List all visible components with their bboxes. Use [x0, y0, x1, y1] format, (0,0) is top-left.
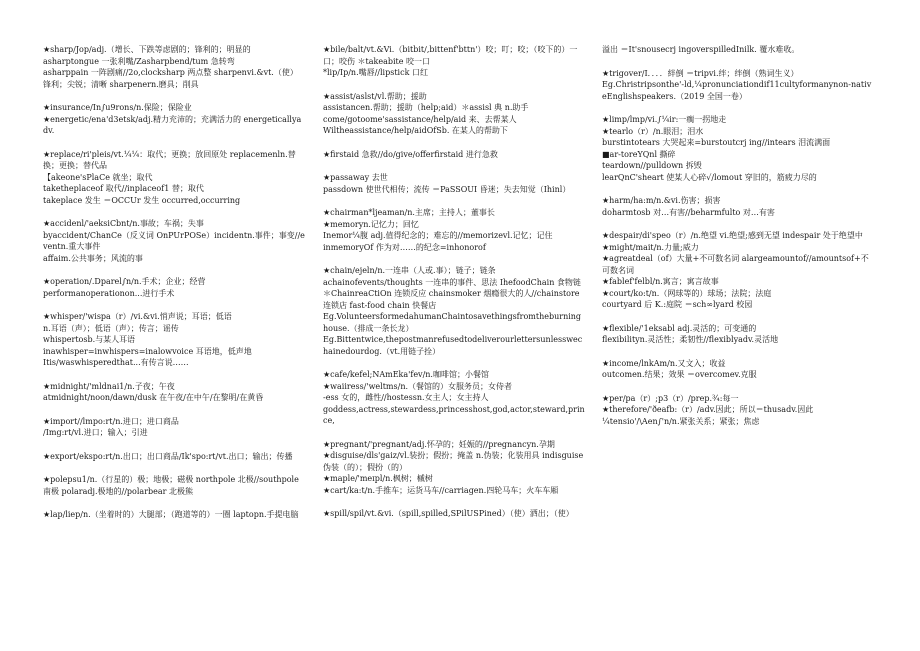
vocab-entry-line: ■ar-toreYQnl 撕碎 [602, 149, 676, 159]
vocab-entry-line: assistancen.帮助；援助（help;aid）＊assisl 典 n.助手 [323, 103, 529, 112]
vocab-entry-line: Eg.Christripsonthe'-ld,¼pronunciationdif11cultyformanynon-nativeEnglishspeakers.（2019 全国一卷） [602, 80, 872, 101]
vocab-entry [43, 474, 305, 497]
vocab-entry-line: ¼tensio'∕\Aen∫'n/n.紧张关系；紧张；焦虑 [602, 416, 760, 426]
vocab-entry-line: courtyard 后 K.:庭院 ＝sch∞lyard 校园 [602, 300, 753, 309]
vocab-entry-line: whispertosb.与某人耳语 [43, 335, 136, 344]
vocab-entry-line: flexibilityn.灵活性；柔韧性//flexiblyadv.灵活地 [602, 335, 779, 344]
vocab-entry [323, 439, 585, 497]
vocab-entry-line: Eg.Bittentwice,thepostmanrefusedtodeliverourlettersunlesswechainedourdog.（vt.用链子拴） [323, 335, 583, 356]
vocab-entry [43, 44, 305, 90]
vocab-entry-line: ★passaway 去世 [323, 173, 388, 182]
vocab-entry-line: learQnC'sheart 使某人心碎√/lomout 穿旧的，筋疲力尽的 [602, 172, 817, 182]
vocab-entry-line: /Img:rt/vl.进口；输入；引进 [43, 428, 148, 437]
vocab-entry [323, 172, 585, 195]
vocab-entry-line: n.耳语（声）；低语（声）；传言；谣传 [43, 323, 179, 333]
vocab-entry [43, 276, 305, 299]
vocab-entry-line: ★maple/'meɪpl/n.枫树；槭树 [323, 474, 433, 483]
vocab-entry-line: ★midnight/'mldnai1/n.子夜；午夜 [43, 381, 175, 391]
vocab-entry [43, 416, 305, 439]
vocab-entry-line: takeplace 发生 ＝OCCUr 发生 occurred,occurring [43, 195, 241, 205]
vocab-entry-line: ★cafe/kefel;NAmEka'fev/n.咖啡馆；小餐馆 [323, 370, 489, 379]
vocab-entry-line: ★bile∕balt/vt.&Vi.（bitbit∕,bittenf'bttn'）咬；叮；咬；（咬下的）一口；咬伤 ＊takeabite 咬一口 [323, 45, 578, 66]
vocab-entry-line: outcomen.结果；效果 ＝overcomev.克服 [602, 370, 757, 379]
vocab-entry-line: ★polepsu1/n.（行星的）极；地极；磁极 northpole 北极//southpole 南极 polaradj.极地的//polarbear 北极熊 [43, 475, 299, 496]
vocab-entry [323, 91, 585, 137]
vocab-entry-line: burstintotears 大哭起来=burstoutcrj ing//intears 泪流满面 [602, 138, 831, 147]
vocab-entry-line: ★court/ko:t/n.（网球等的）球场；法院；法庭 [602, 288, 772, 298]
vocab-entry-line: ★waiiress∕'weltms/n.（餐馆的）女服务员；女侍者 [323, 381, 513, 391]
vocab-entry-line: ★chairman*ljeaman/n.主席；主持人；董事长 [323, 208, 495, 217]
vocab-entry-line: passdown 使世代相传；流传 ＝PaSSOUI 昏迷；失去知觉（Ihinl） [323, 184, 571, 194]
vocab-entry-line: 【akeone'sPlaCe 就坐；取代 [43, 172, 153, 182]
vocab-entry [323, 207, 585, 253]
vocab-entry [323, 369, 585, 427]
vocab-entry-line: asharptongue 一张利嘴/Zasharpbend/tum 急转弯 [43, 56, 235, 66]
vocab-entry-line: ★agreatdeal（of）大量+不可数名词 alargeamountof//amountsof+不可数名词 [602, 254, 869, 275]
vocab-entry [323, 508, 585, 520]
vocab-entry-line: ★chain/ejeln/n.一连串（人或.事）；链子；链条 [323, 266, 496, 275]
vocab-entry [602, 230, 872, 311]
notes-column-right [602, 44, 872, 439]
vocab-entry-line: *lip∕Ip/n.嘴唇//lipstick 口红 [323, 68, 428, 77]
notes-column-middle [323, 44, 585, 532]
vocab-entry-line: ★therefore/'ðeafb:（r）/adv.因此；所以＝thusadv.因此 [602, 405, 814, 414]
vocab-entry-line: ★per/pa（r）;p3（r）/prep.¾:每一 [602, 393, 739, 403]
vocab-entry [43, 102, 305, 137]
vocab-entry-line: byaccident/ChanCe（反义词 OnPUrPOSe）incidentn.事件；事变//eventn.重大事件 [43, 230, 305, 251]
vocab-entry-line: ★income/lnkAm/n.又文入；收益 [602, 358, 726, 368]
vocab-entry [602, 44, 872, 56]
vocab-entry [43, 149, 305, 207]
vocab-entry-line: performanoperationon...进行手术 [43, 288, 175, 298]
vocab-entry [43, 509, 305, 521]
vocab-entry [43, 218, 305, 264]
vocab-entry-line: ★spill/spil/vt.&vi.（spill,spilled,SPilUSPined）（使）洒出；（使） [323, 509, 574, 518]
vocab-entry-line: ★accidenl∕'aeksiCbnt/n.事故；车祸；失事 [43, 219, 204, 228]
vocab-entry-line: affaim.公共事务；风流的事 [43, 253, 143, 263]
vocab-entry [43, 451, 305, 463]
vocab-entry-line: ★pregnant/'pregnant/adj.怀孕的；妊娠的//pregnancyn.孕期 [323, 439, 555, 449]
vocab-entry-line: ★operation/.Dparel∫n∕n.手术；企业；经营 [43, 277, 206, 286]
vocab-entry [602, 114, 872, 183]
vocab-entry-line: ★might/mait/n.力量;威力 [602, 242, 699, 252]
vocab-entry-line: teardown//pulldown 拆毁 [602, 161, 702, 170]
vocab-entry-line: ★harm/ha:m/n.&vi.伤害；损害 [602, 196, 721, 205]
vocab-entry [323, 149, 585, 161]
vocab-entry-line: 溢出 ＝It'snousecrj ingoverspilledInilk. 覆水难收。 [602, 45, 800, 54]
vocab-entry-line: ★trigover/I．．．．絆倒 ＝tripvi.绊；绊倒（熟词生义） [602, 68, 799, 78]
vocab-entry [43, 381, 305, 404]
vocab-entry-line: ★replace/ri'pleis/vt.¼¼：取代；更换；放回原处 replacemenln.替换；更换；替代品 [43, 149, 296, 170]
vocab-entry-line: achainofevents/thoughts 一连串的事件、思法 IhefoodChain 食物链＊ChainreaCtiOn 连锁反应 chainsmoker 烟瘾很大的人//chainstore 连锁店 fast-food chain 快餐店 [323, 277, 581, 310]
vocab-entry-line: taketheplaceof 取代//inplaceof1 替；取代 [43, 184, 204, 193]
vocab-entry [602, 393, 872, 428]
vocab-entry-line: goddess,actress,stewardess,princesshost,god,actor,steward,prince, [323, 404, 585, 425]
vocab-entry-line: ★flexible/'1eksabl adj.灵活的；可变通的 [602, 323, 757, 333]
vocab-entry-line: Wiltheassistance/help/aidOfSb. 在某人的帮助下 [323, 126, 508, 135]
vocab-entry-line: ★import∕∕lmpo:rt/n.进口；进口商品 [43, 416, 179, 426]
vocab-entry [323, 265, 585, 357]
vocab-entry-line: ★sharp∕Jop/adj.（增长、下跌等虑剧的；锋利的；明显的 [43, 45, 251, 54]
vocab-entry-line: ★limp∕lmp∕vi.∫¼ir:一瘸一拐地走 [602, 115, 727, 124]
vocab-entry-line: ★despair/di'speo（r）/n.绝望 vi.绝望;感到无望 indespair 处于绝望中 [602, 231, 863, 240]
vocab-entry-line: asharppain 一阵剧痛//2o,clocksharp 两点整 sharpenvi.&vt.（使）锋利；尖锐；清晰 sharpenern.磨具；削具 [43, 68, 298, 89]
vocab-entry-line: ★tearlo（r）/n.眼泪；泪水 [602, 126, 704, 136]
vocab-entry [602, 195, 872, 218]
vocab-entry-line: ★lap/liep/n.（坐着时的）大腿部；（跑道等的）一圈 laptopn.手提电脑 [43, 510, 299, 519]
vocab-entry-line: ★disguise∕dls'gaiz/vl.装扮；假扮；掩盖 n.伪装；化装用具 indisguise 伪装（的）；假扮（的） [323, 451, 584, 472]
vocab-entry-line: inmemoryOf 作为对……的纪念=inhonorof [323, 242, 486, 252]
vocab-entry-line: ★export/ekspo:rt/n.出口；出口商品/Ik'spo:rt/vt.出口；输出；传播 [43, 451, 293, 461]
vocab-entry-line: atmidnight/noon/dawn/dusk 在午夜/在中午/在黎明/在黄昏 [43, 393, 264, 402]
vocab-entry-line: ★fablef'felbl/n.寓言；寓言故事 [602, 277, 719, 286]
vocab-entry [602, 323, 872, 346]
vocab-entry-line: ★energetic/ena'd3etsk/adj.精力充沛的；充满活力的 energeticallyadv. [43, 114, 302, 135]
vocab-entry-line: doharmtosb 对…有害//beharmfulto 对…有害 [602, 207, 775, 217]
vocab-entry-line: ★firstaid 急救//do/give/offerfirstaid 进行急救 [323, 149, 498, 159]
vocab-entry-line: inawhisper=inwhispers=inalowvoice 耳语地，低声地 [43, 346, 252, 356]
vocab-entry [602, 358, 872, 381]
vocab-entry-line: ★assist∕aslst/vl.帮助；援助 [323, 91, 427, 101]
vocab-entry [43, 311, 305, 369]
vocab-entry-line: Itis/waswhisperedthat...有传言说…… [43, 358, 189, 367]
vocab-entry-line: Eg.VolunteersformedahumanChaintosavethingsfromtheburninghouse.（排成一条长龙） [323, 312, 582, 333]
vocab-entry-line: ★cart/ka:t/n.手推车；运货马车//carriagen.四轮马车；火车车厢 [323, 485, 559, 495]
notes-column-left [43, 44, 305, 533]
vocab-entry-line: ★memoryn.记忆力；回忆 [323, 219, 419, 229]
vocab-entry [323, 44, 585, 79]
vocab-entry-line: ★insurance/In∫u9rons∕n.保险；保险业 [43, 103, 192, 112]
vocab-entry-line: Inemor¼腹 adj.值得纪念的；难忘的//memorizevl.记忆；记住 [323, 231, 553, 240]
vocab-entry-line: -ess 女的，雌性//hostessn.女主人；女主持人 [323, 393, 489, 402]
vocab-entry-line: ★whisper/'wispa（r）/vi.&vi.悄声说；耳语；低语 [43, 312, 232, 321]
vocab-entry-line: come/gotoome'sassistance/help/aid 来、去帮某人 [323, 114, 517, 124]
vocab-entry [602, 68, 872, 103]
